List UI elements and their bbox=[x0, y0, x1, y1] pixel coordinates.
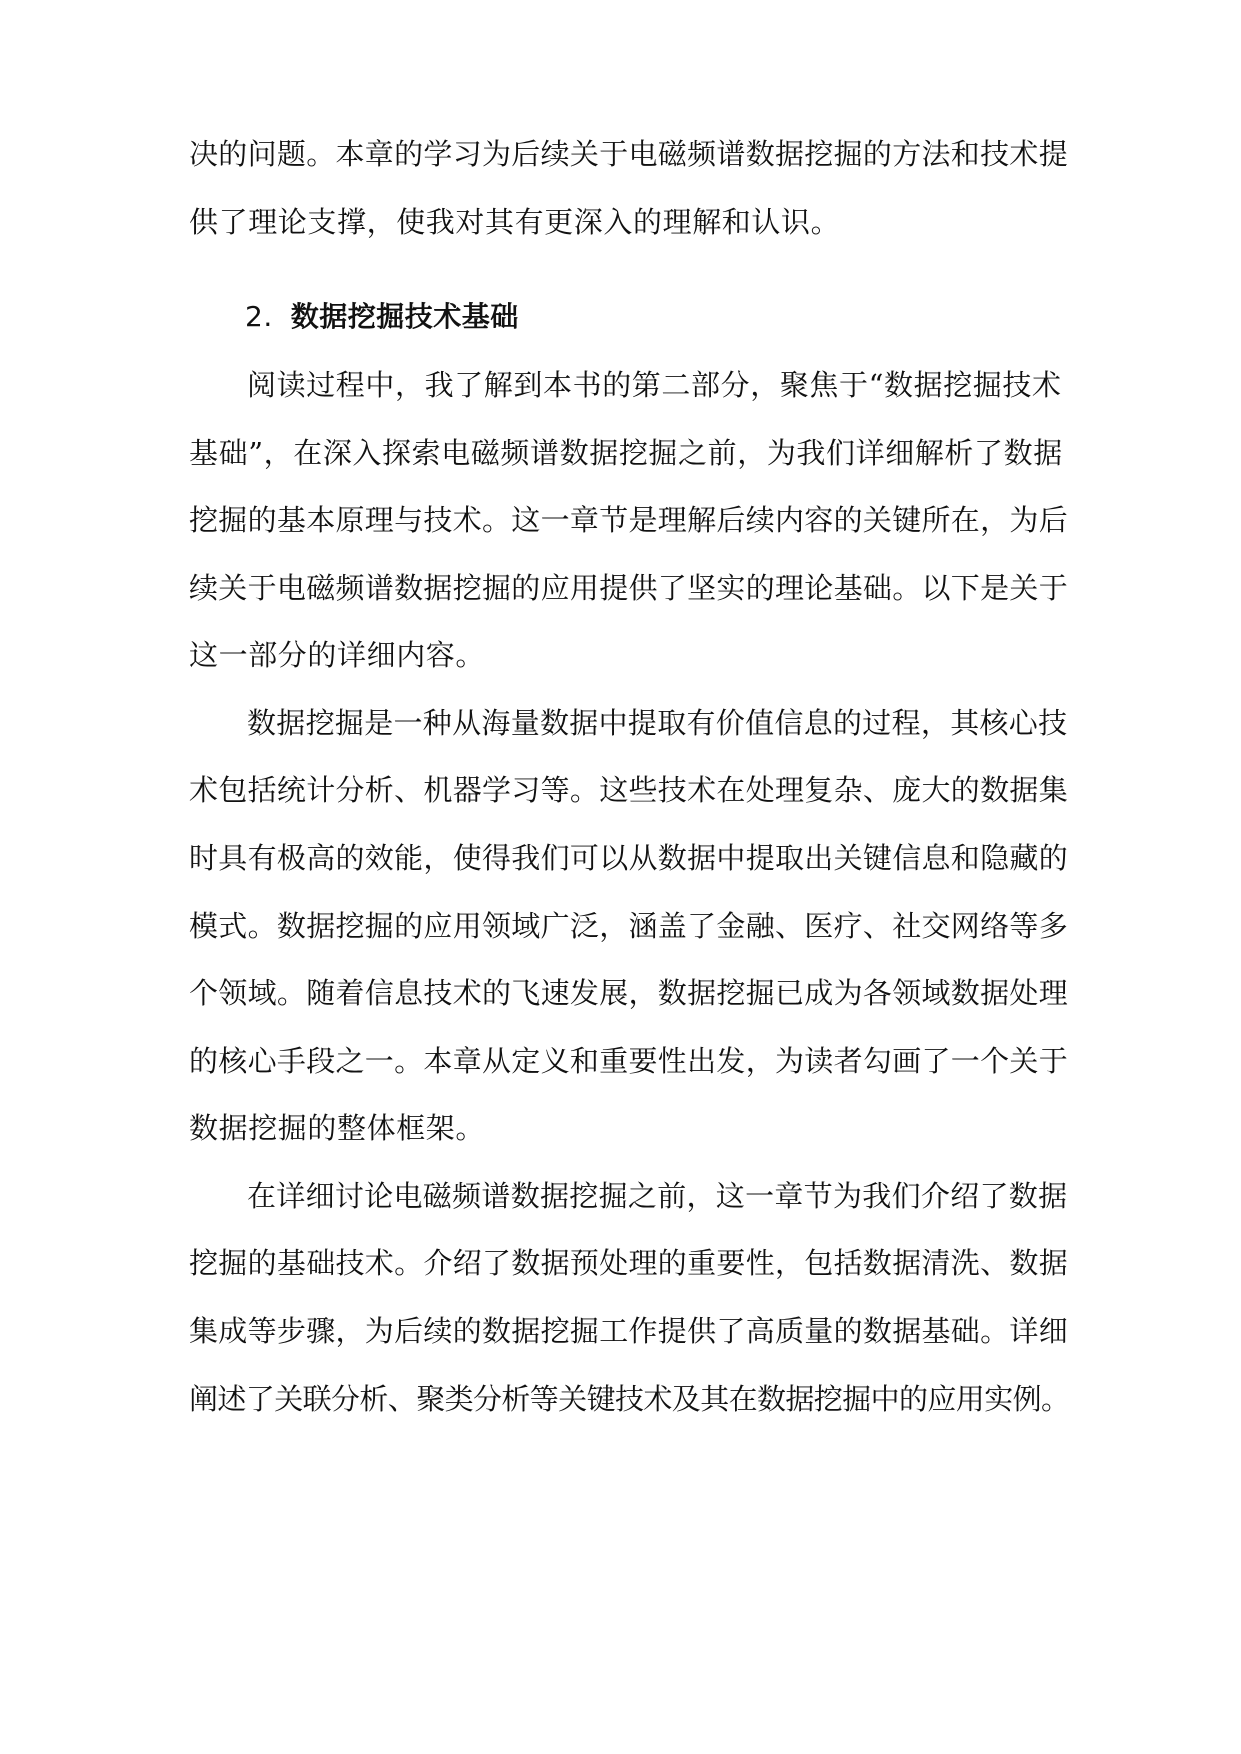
paragraph-1-line-3: 挖掘的基本原理与技术。这一章节是理解后续内容的关键所在，为后 bbox=[189, 503, 1069, 537]
paragraph-3-line-2: 挖掘的基础技术。介绍了数据预处理的重要性，包括数据清洗、数据 bbox=[189, 1246, 1069, 1280]
paragraph-1-line-2: 基础”，在深入探索电磁频谱数据挖掘之前，为我们详细解析了数据 bbox=[189, 436, 1063, 470]
paragraph-2-line-5: 个领域。随着信息技术的飞速发展，数据挖掘已成为各领域数据处理 bbox=[189, 976, 1069, 1010]
paragraph-3-line-1: 在详细讨论电磁频谱数据挖掘之前，这一章节为我们介绍了数据 bbox=[247, 1179, 1068, 1213]
paragraph-1-line-4: 续关于电磁频谱数据挖掘的应用提供了坚实的理论基础。以下是关于 bbox=[189, 571, 1069, 605]
intro-line-2: 供了理论支撑，使我对其有更深入的理解和认识。 bbox=[189, 205, 841, 239]
paragraph-2-line-1: 数据挖掘是一种从海量数据中提取有价值信息的过程，其核心技 bbox=[247, 706, 1068, 740]
paragraph-3-line-4: 阐述了关联分析、聚类分析等关键技术及其在数据挖掘中的应用实例。 bbox=[189, 1382, 1070, 1416]
intro-line-1: 决的问题。本章的学习为后续关于电磁频谱数据挖掘的方法和技术提 bbox=[189, 137, 1069, 171]
paragraph-3-line-3: 集成等步骤，为后续的数据挖掘工作提供了高质量的数据基础。详细 bbox=[189, 1314, 1069, 1348]
paragraph-2-line-2: 术包括统计分析、机器学习等。这些技术在处理复杂、庞大的数据集 bbox=[189, 773, 1069, 807]
paragraph-2-line-6: 的核心手段之一。本章从定义和重要性出发，为读者勾画了一个关于 bbox=[189, 1044, 1069, 1078]
paragraph-2-line-3: 时具有极高的效能，使得我们可以从数据中提取出关键信息和隐藏的 bbox=[189, 841, 1069, 875]
section-number: 2. bbox=[245, 300, 273, 333]
paragraph-1-line-1: 阅读过程中，我了解到本书的第二部分，聚焦于“数据挖掘技术 bbox=[247, 368, 1062, 402]
paragraph-2-line-4: 模式。数据挖掘的应用领域广泛，涵盖了金融、医疗、社交网络等多 bbox=[189, 909, 1069, 943]
section-title: 数据挖掘技术基础 bbox=[290, 300, 519, 333]
paragraph-2-line-7: 数据挖掘的整体框架。 bbox=[189, 1111, 486, 1145]
section-heading bbox=[245, 297, 1125, 337]
paragraph-1-line-5: 这一部分的详细内容。 bbox=[189, 638, 486, 672]
